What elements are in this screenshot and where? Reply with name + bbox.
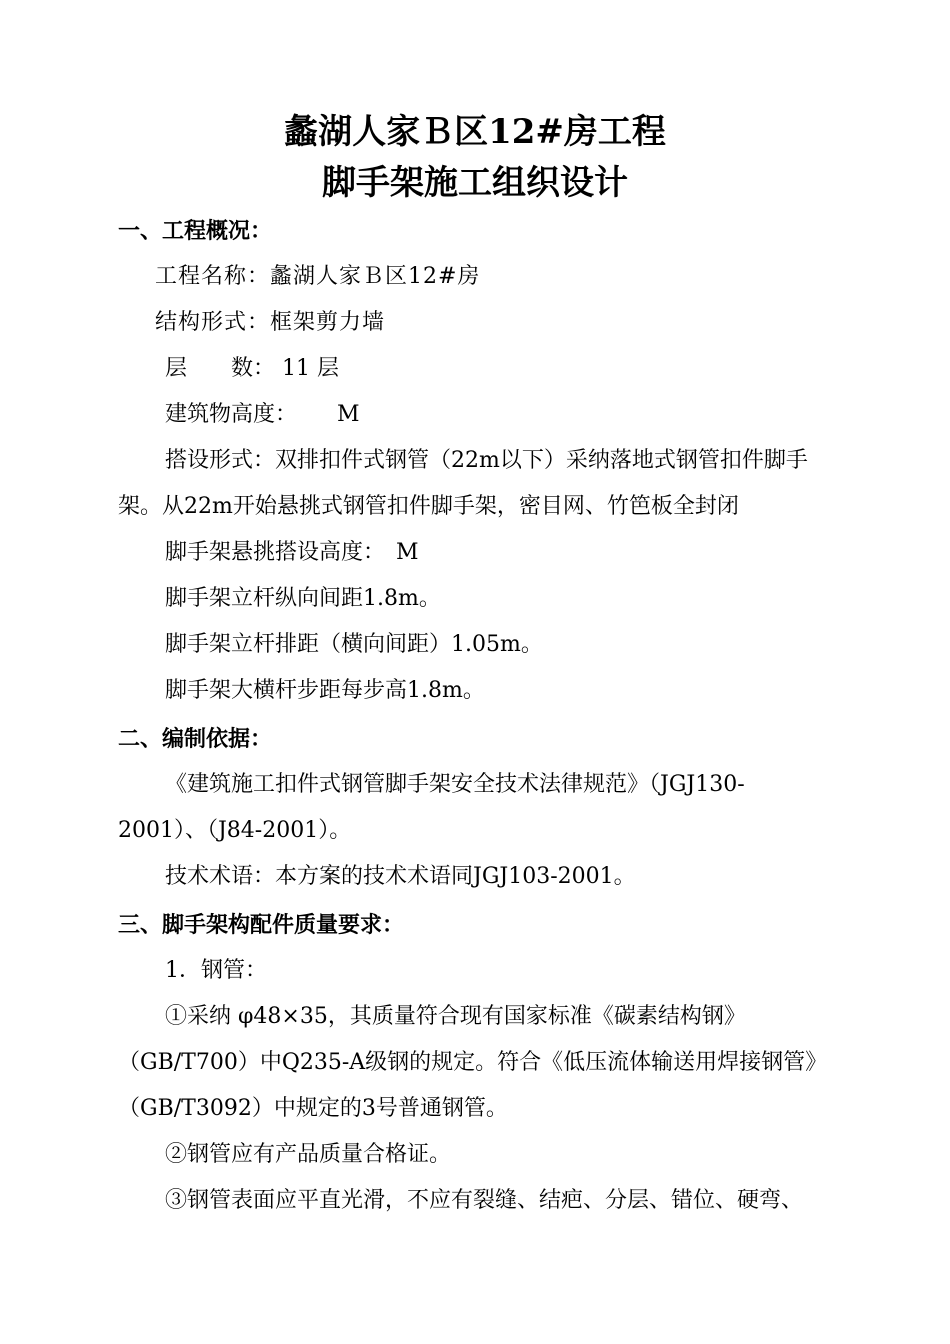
document-title-line-2: 脚手架施工组织设计 <box>322 163 628 203</box>
section-heading-basis: 二、编制依据： <box>118 726 273 752</box>
requirement-3-line: ③钢管表面应平直光滑，不应有裂缝、结疤、分层、错位、硬弯、 <box>165 1188 804 1213</box>
section-heading-overview: 一、工程概况： <box>118 218 273 244</box>
step-height-line: 脚手架大横杆步距每步高1.8m。 <box>165 678 485 703</box>
steel-pipe-item: 1．钢管： <box>165 958 267 983</box>
floor-count-line: 层 数： 11 层 <box>165 356 339 381</box>
pole-spacing-line: 脚手架立杆纵向间距1.8m。 <box>165 586 441 611</box>
basis-line-1: 《建筑施工扣件式钢管脚手架安全技术法律规范》（JGJ130- <box>165 772 745 797</box>
basis-line-2: 2001）、（J84-2001）。 <box>118 818 352 843</box>
terms-line: 技术术语：本方案的技术术语同JGJ103-2001。 <box>165 864 636 889</box>
building-height-line: 建筑物高度： M <box>165 402 360 427</box>
project-name-line: 工程名称：蠡湖人家Ｂ区12#房 <box>155 264 481 289</box>
structure-type-line: 结构形式：框架剪力墙 <box>155 310 386 335</box>
requirement-1-line-1: ①采纳 φ48×35，其质量符合现有国家标准《碳素结构钢》 <box>165 1004 746 1029</box>
requirement-1-line-2: （GB/T700）中Q235-A级钢的规定。符合《低压流体输送用焊接钢管》 <box>118 1050 828 1075</box>
erection-form-line-2: 架。从22m开始悬挑式钢管扣件脚手架，密目网、竹笆板全封闭 <box>118 494 739 519</box>
requirement-2-line: ②钢管应有产品质量合格证。 <box>165 1142 452 1167</box>
requirement-1-line-3: （GB/T3092）中规定的3号普通钢管。 <box>118 1096 508 1121</box>
erection-form-line-1: 搭设形式：双排扣件式钢管（22m以下）采纳落地式钢管扣件脚手 <box>165 448 808 473</box>
section-heading-quality: 三、脚手架构配件质量要求： <box>118 912 405 938</box>
cantilever-height-line: 脚手架悬挑搭设高度： M <box>165 540 419 565</box>
document-title-line-1: 蠡湖人家Ｂ区12#房工程 <box>284 112 666 152</box>
row-spacing-line: 脚手架立杆排距（横向间距）1.05m。 <box>165 632 543 657</box>
